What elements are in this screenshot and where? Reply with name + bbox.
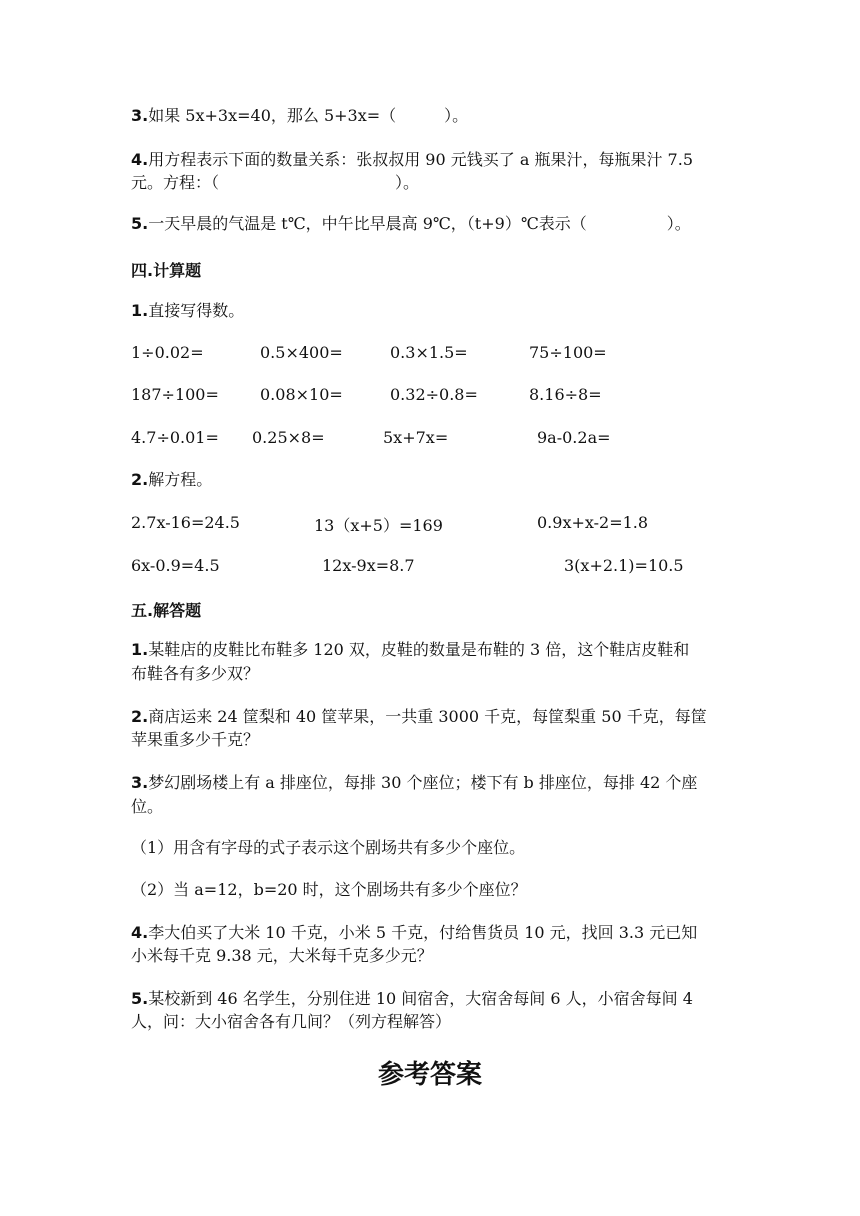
equation-item: 12x-9x=8.7 [322, 556, 415, 575]
answer-key-title: 参考答案 [377, 1060, 482, 1090]
mental-calc-item: 0.25×8= [252, 428, 325, 447]
mental-calc-item: 0.3×1.5= [390, 343, 468, 362]
equation-item: 3(x+2.1)=10.5 [564, 556, 684, 575]
question-3: 3.如果 5x+3x=40，那么 5+3x=（ ）。 [131, 106, 469, 125]
mental-calc-item: 0.08×10= [260, 385, 343, 404]
section-5-question-1-line1: 1.某鞋店的皮鞋比布鞋多 120 双，皮鞋的数量是布鞋的 3 倍，这个鞋店皮鞋和 [131, 640, 690, 659]
section-5-question-5-line2: 人，问：大小宿舍各有几间？（列方程解答） [131, 1012, 452, 1031]
mental-calc-item: 8.16÷8= [529, 385, 602, 404]
section-5-question-1-line2: 布鞋各有多少双？ [131, 664, 260, 683]
section-5-question-3-line2: 位。 [131, 797, 164, 816]
section-5-question-2-line2: 苹果重多少千克？ [131, 730, 260, 749]
mental-calc-item: 4.7÷0.01= [131, 428, 219, 447]
section-4-heading: 四.计算题 [131, 261, 202, 280]
section-5-question-4-line1: 4.李大伯买了大米 10 千克，小米 5 千克，付给售货员 10 元，找回 3.3 元已知 [131, 923, 698, 942]
mental-calc-item: 1÷0.02= [131, 343, 204, 362]
mental-calc-item: 75÷100= [529, 343, 607, 362]
section-5-heading: 五.解答题 [131, 601, 202, 620]
equation-item: 2.7x-16=24.5 [131, 513, 240, 532]
question-5: 5.一天早晨的气温是 t℃，中午比早晨高 9℃，（t+9）℃表示（ ）。 [131, 214, 691, 233]
section-5-question-3-line1: 3.梦幻剧场楼上有 a 排座位，每排 30 个座位；楼下有 b 排座位，每排 42 个座 [131, 773, 698, 792]
mental-calc-item: 187÷100= [131, 385, 219, 404]
question-4-line2: 元。方程：（ ）。 [131, 173, 420, 192]
section-5-question-3-sub2: （2）当 a=12，b=20 时，这个剧场共有多少个座位？ [131, 880, 527, 899]
equation-item: 6x-0.9=4.5 [131, 556, 220, 575]
section-5-question-2-line1: 2.商店运来 24 筐梨和 40 筐苹果，一共重 3000 千克，每筐梨重 50 千克，每筐 [131, 707, 707, 726]
question-4-line1: 4.用方程表示下面的数量关系：张叔叔用 90 元钱买了 a 瓶果汁，每瓶果汁 7.5 [131, 150, 693, 169]
equation-item: 13（x+5）=169 [314, 516, 443, 535]
mental-calc-item: 0.32÷0.8= [390, 385, 478, 404]
section-4-question-1: 1.直接写得数。 [131, 301, 245, 320]
mental-calc-item: 9a-0.2a= [537, 428, 611, 447]
section-4-question-2: 2.解方程。 [131, 470, 213, 489]
mental-calc-item: 5x+7x= [383, 428, 449, 447]
section-5-question-3-sub1: （1）用含有字母的式子表示这个剧场共有多少个座位。 [131, 838, 526, 857]
mental-calc-item: 0.5×400= [260, 343, 343, 362]
section-5-question-5-line1: 5.某校新到 46 名学生，分别住进 10 间宿舍，大宿舍每间 6 人，小宿舍每间 4 [131, 989, 693, 1008]
section-5-question-4-line2: 小米每千克 9.38 元，大米每千克多少元？ [131, 946, 433, 965]
equation-item: 0.9x+x-2=1.8 [537, 513, 649, 532]
